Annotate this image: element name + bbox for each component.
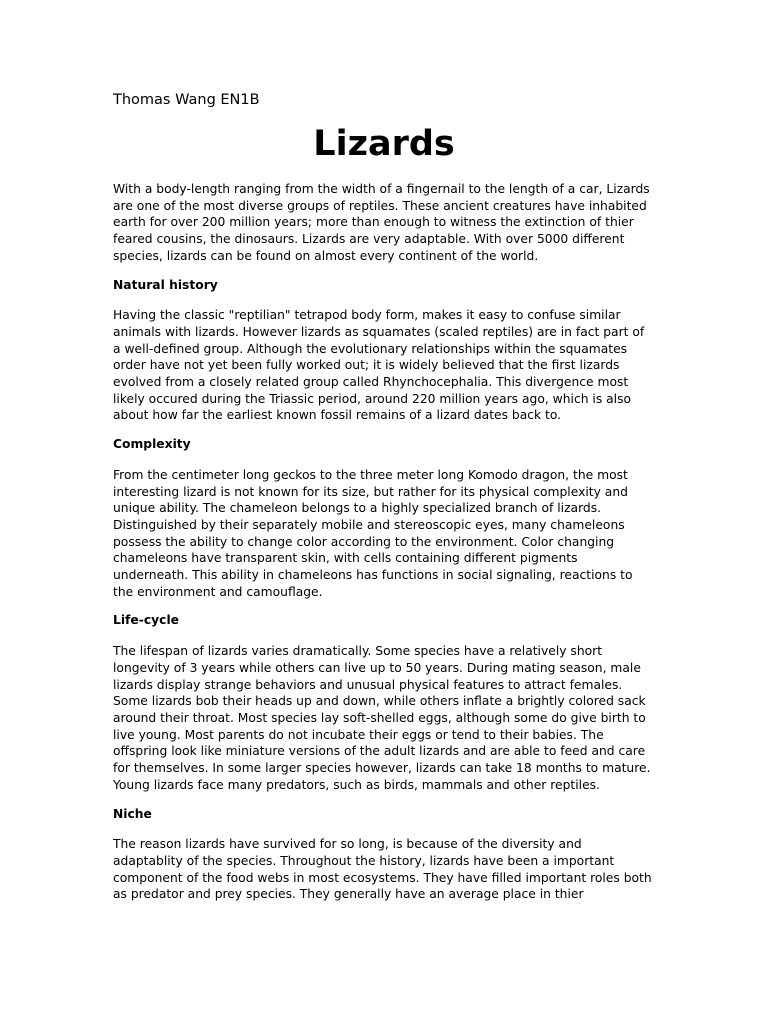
section-heading-life-cycle: Life-cycle xyxy=(113,613,179,628)
paragraph-line: order have not yet been fully worked out; it is widely believed that the first lizards xyxy=(113,358,620,373)
intro-line: With a body-length ranging from the width of a fingernail to the length of a car, Lizards xyxy=(113,182,650,196)
author-line: Thomas Wang EN1B xyxy=(113,92,260,108)
paragraph-line: Some lizards bob their heads up and down, while others inflate a brightly colored sack xyxy=(113,694,646,709)
paragraph-line: evolved from a closely related group called Rhynchocephalia. This divergence most xyxy=(113,375,629,390)
paragraph-line: for themselves. In some larger species however, lizards can take 18 months to mature. xyxy=(113,761,651,776)
paragraph-line: From the centimeter long geckos to the three meter long Komodo dragon, the most xyxy=(113,467,628,482)
paragraph-line: animals with lizards. However lizards as squamates (scaled reptiles) are in fact part of xyxy=(113,324,645,339)
intro-paragraph xyxy=(113,181,658,265)
natural-history-paragraph xyxy=(113,307,658,424)
document-title: Lizards xyxy=(313,124,455,164)
paragraph-line: underneath. This ability in chameleons has functions in social signaling, reactions to xyxy=(113,568,633,583)
paragraph-line: as predator and prey species. They generally have an average place in thier xyxy=(113,887,584,902)
paragraph-line: adaptablity of the species. Throughout the history, lizards have been a important xyxy=(113,853,615,868)
intro-line: feared cousins, the dinosaurs. Lizards are very adaptable. With over 5000 different xyxy=(113,232,625,247)
paragraph-line: The lifespan of lizards varies dramatically. Some species have a relatively short xyxy=(113,644,603,659)
paragraph-line: Young lizards face many predators, such as birds, mammals and other reptiles. xyxy=(113,777,600,792)
intro-line: are one of the most diverse groups of reptiles. These ancient creatures have inhabited xyxy=(113,198,647,213)
paragraph-line: longevity of 3 years while others can live up to 50 years. During mating season, male xyxy=(113,660,641,675)
paragraph-line: possess the ability to change color according to the environment. Color changing xyxy=(113,534,615,549)
paragraph-line: live young. Most parents do not incubate their eggs or tend to their babies. The xyxy=(113,727,604,742)
paragraph-line: lizards display strange behaviors and unusual physical features to attract females. xyxy=(113,677,623,692)
intro-line: species, lizards can be found on almost every continent of the world. xyxy=(113,248,539,263)
paragraph-line: Distinguished by their separately mobile and stereoscopic eyes, many chameleons xyxy=(113,517,625,532)
paragraph-line: chameleons have transparent skin, with cells containing different pigments xyxy=(113,551,578,566)
niche-paragraph xyxy=(113,836,658,903)
paragraph-line: around their throat. Most species lay soft-shelled eggs, although some do give birth to xyxy=(113,710,646,725)
paragraph-line: Having the classic "reptilian" tetrapod body form, makes it easy to confuse similar xyxy=(113,308,621,323)
paragraph-line: interesting lizard is not known for its size, but rather for its physical complexity and xyxy=(113,484,628,499)
document-body xyxy=(113,181,658,903)
paragraph-line: about how far the earliest known fossil remains of a lizard dates back to. xyxy=(113,408,562,423)
life-cycle-paragraph xyxy=(113,643,658,793)
paragraph-line: offspring look like miniature versions of the adult lizards and are able to feed and care xyxy=(113,744,646,759)
section-heading-niche: Niche xyxy=(113,806,152,821)
paragraph-line: The reason lizards have survived for so long, is because of the diversity and xyxy=(113,837,582,852)
section-heading-natural-history: Natural history xyxy=(113,277,218,292)
paragraph-line: component of the food webs in most ecosystems. They have filled important roles both xyxy=(113,870,652,885)
paragraph-line: unique ability. The chameleon belongs to a highly specialized branch of lizards. xyxy=(113,501,602,516)
paragraph-line: a well-defined group. Although the evolutionary relationships within the squamates xyxy=(113,341,628,356)
paragraph-line: likely occured during the Triassic period, around 220 million years ago, which is also xyxy=(113,391,632,406)
intro-line: earth for over 200 million years; more than enough to witness the extinction of thier xyxy=(113,215,634,230)
section-heading-complexity: Complexity xyxy=(113,437,191,452)
complexity-paragraph xyxy=(113,467,658,601)
paragraph-line: the environment and camouflage. xyxy=(113,584,323,599)
